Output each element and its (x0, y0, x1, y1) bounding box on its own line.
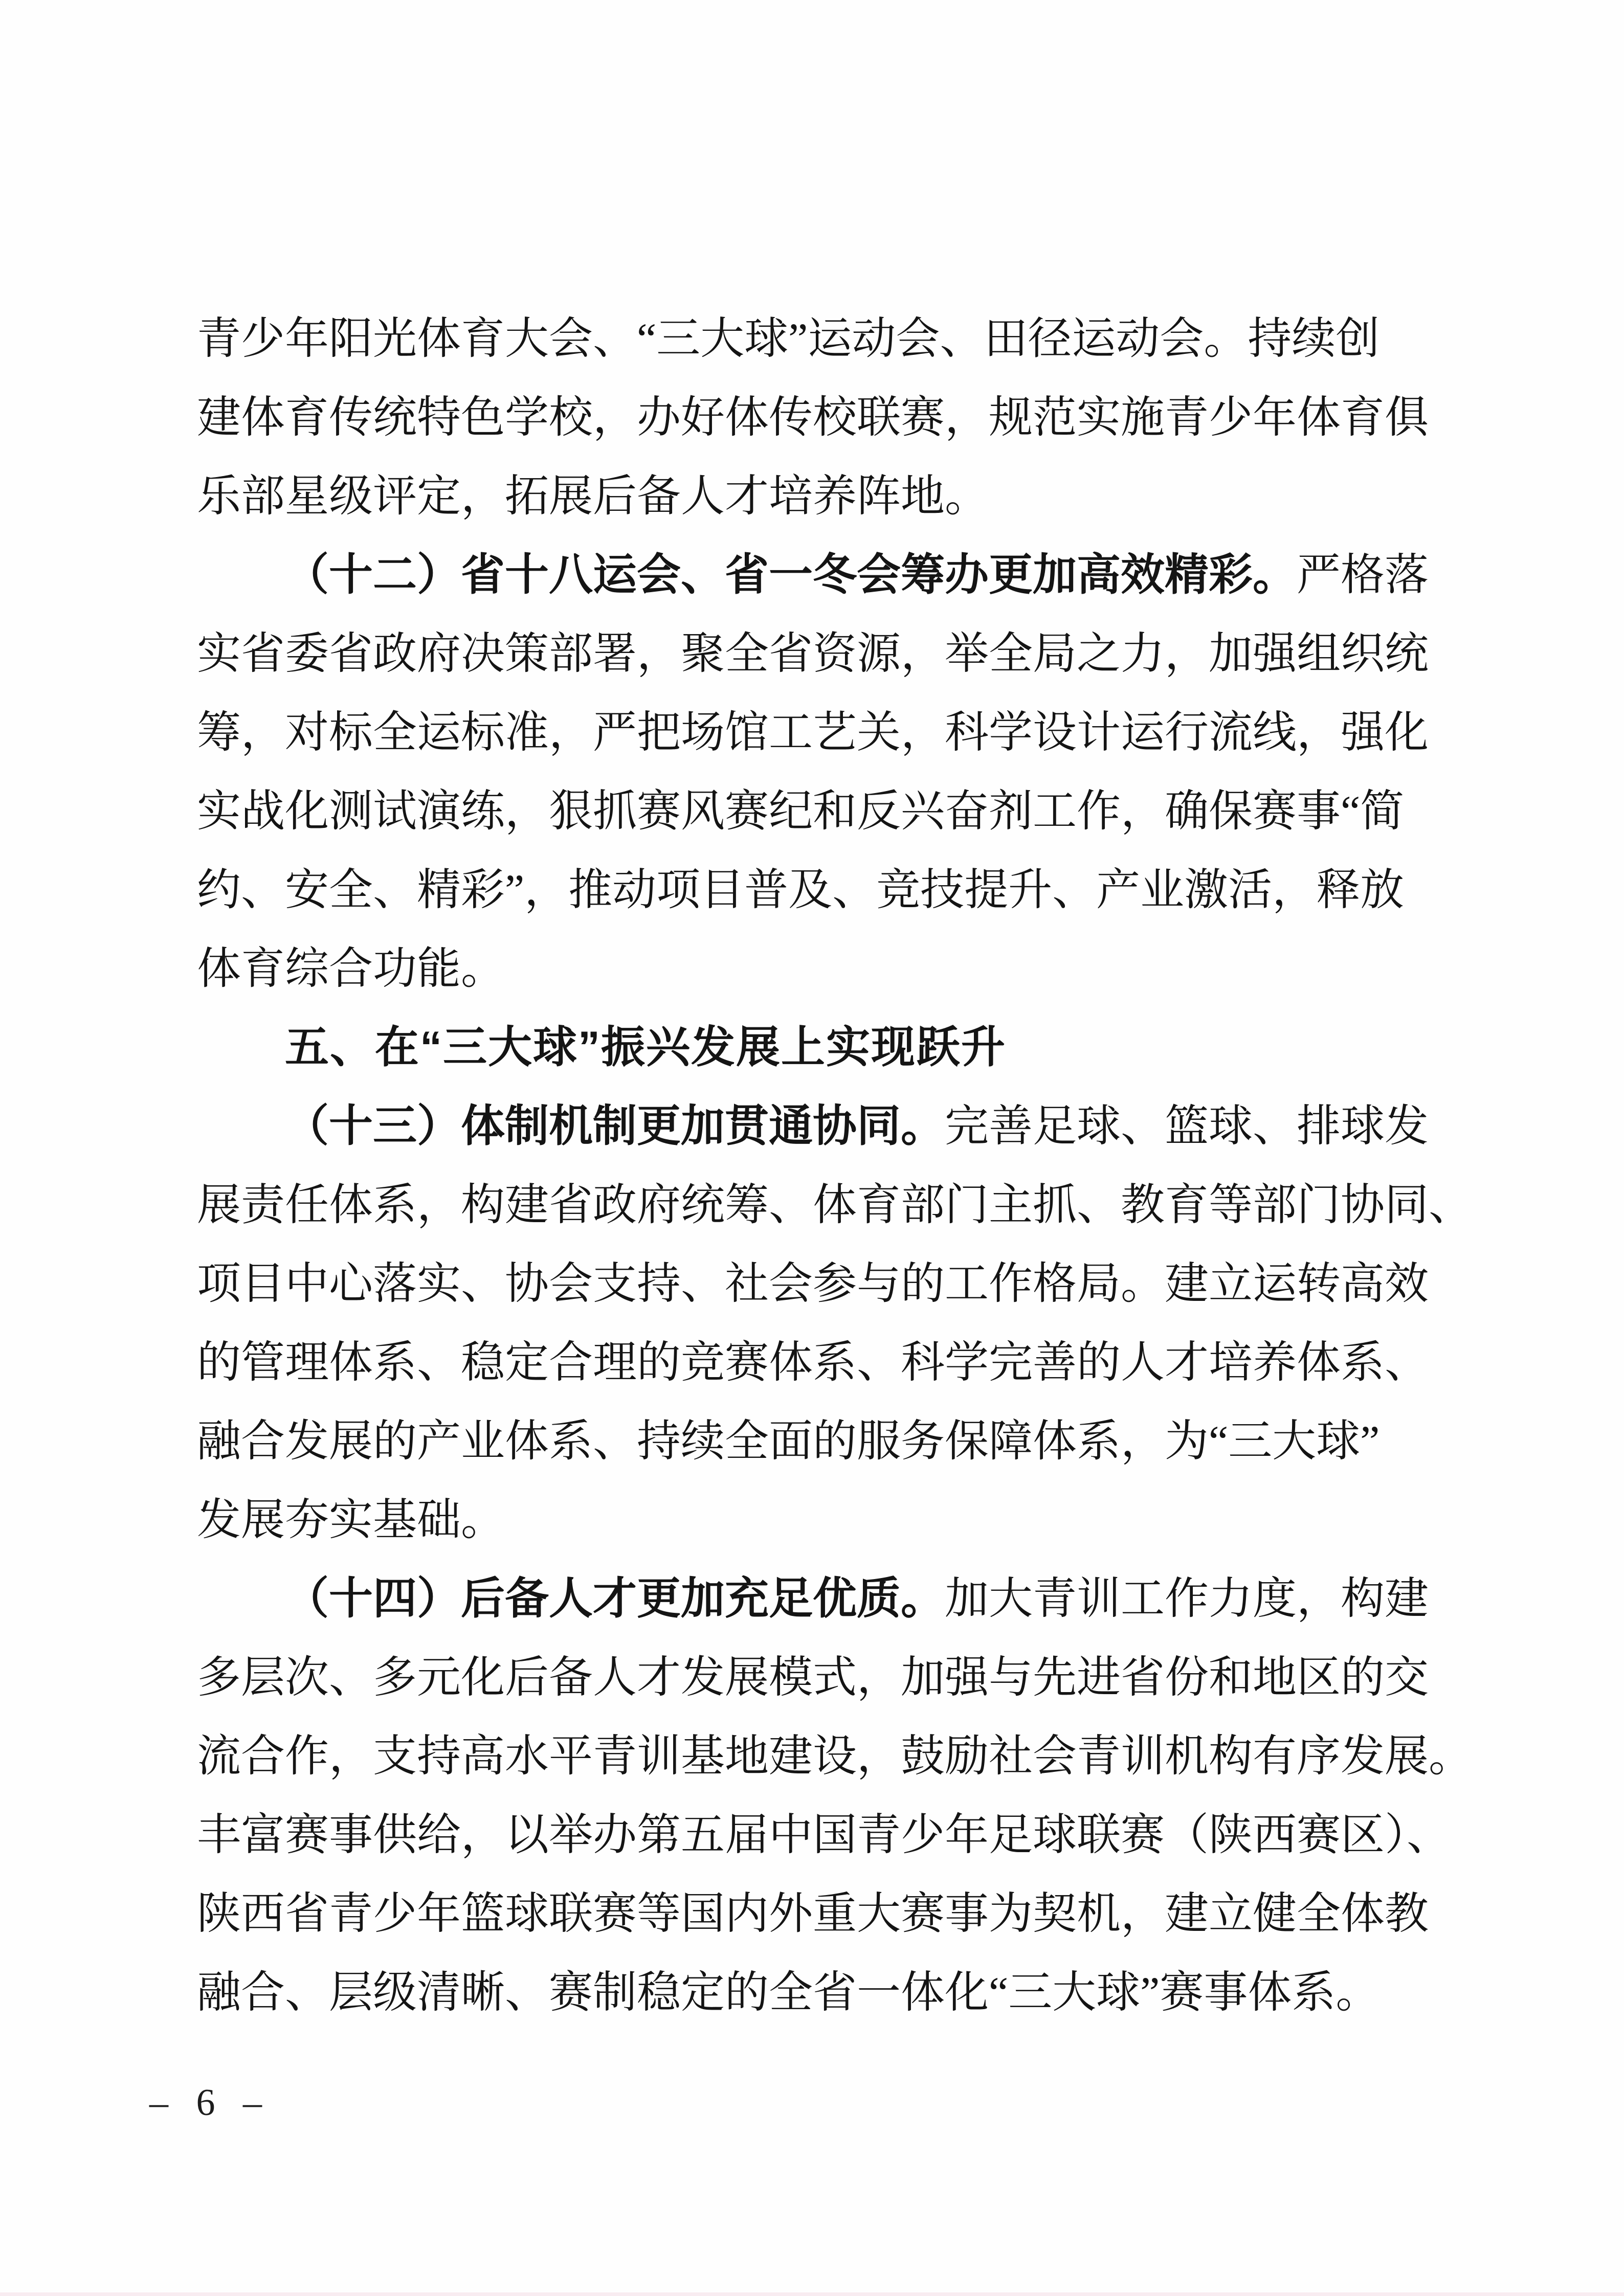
body-text-segment: 丰富赛事供给，以举办第五届中国青少年足球联赛（陕西赛区）、 (197, 1810, 1451, 1859)
text-line (197, 1638, 1440, 1717)
text-line (197, 299, 1440, 378)
body-text-segment: 青少年阳光体育大会、“三大球”运动会、田径运动会。持续创 (197, 314, 1380, 363)
body-text-segment: 融合发展的产业体系、持续全面的服务保障体系，为“三大球” (197, 1416, 1380, 1466)
page-number: – 6 – (149, 2082, 271, 2124)
body-text-segment: 多层次、多元化后备人才发展模式，加强与先进省份和地区的交 (197, 1653, 1429, 1702)
text-line (197, 1087, 1440, 1165)
body-text-segment: 项目中心落实、协会支持、社会参与的工作格局。建立运转高效 (197, 1259, 1429, 1308)
text-line (197, 1323, 1440, 1402)
body-text-segment: 实战化测试演练，狠抓赛风赛纪和反兴奋剂工作，确保赛事“简 (197, 786, 1405, 836)
bold-lead-segment: （十二）省十八运会、省一冬会筹办更加高效精彩。 (285, 550, 1297, 599)
body-text-segment: 发展夯实基础。 (197, 1495, 505, 1544)
text-line (197, 1795, 1451, 1874)
document-body (197, 299, 1473, 2032)
text-line (197, 1874, 1440, 1953)
bold-lead-segment: （十四）后备人才更加充足优质。 (285, 1574, 945, 1623)
text-line (197, 614, 1440, 693)
body-text-segment: 融合、层级清晰、赛制稳定的全省一体化“三大球”赛事体系。 (197, 1968, 1380, 2017)
text-line (197, 850, 1440, 929)
body-text-segment: 陕西省青少年篮球联赛等国内外重大赛事为契机，建立健全体教 (197, 1889, 1429, 1938)
text-line (197, 693, 1440, 772)
body-text-segment: 实省委省政府决策部署，聚全省资源，举全局之力，加强组织统 (197, 629, 1429, 678)
text-line (197, 929, 1440, 1008)
bold-lead-segment: 五、在“三大球”振兴发展上实现跃升 (285, 1023, 1006, 1072)
text-line (197, 1165, 1473, 1244)
body-text-segment: 体育综合功能。 (197, 944, 505, 993)
text-line (197, 378, 1440, 457)
text-line (197, 772, 1440, 850)
body-text-segment: 的管理体系、稳定合理的竞赛体系、科学完善的人才培养体系、 (197, 1338, 1429, 1387)
text-line (197, 1244, 1440, 1323)
body-text-segment: 展责任体系，构建省政府统筹、体育部门主抓、教育等部门协同、 (197, 1180, 1473, 1229)
text-line (197, 1559, 1440, 1638)
body-text-segment: 约、安全、精彩”，推动项目普及、竞技提升、产业激活，释放 (197, 865, 1405, 914)
text-line (197, 1717, 1473, 1795)
text-line (197, 1953, 1440, 2032)
text-line (197, 457, 1440, 535)
body-text-segment: 严格落 (1297, 550, 1429, 599)
body-text-segment: 流合作，支持高水平青训基地建设，鼓励社会青训机构有序发展。 (197, 1731, 1473, 1781)
text-line (197, 535, 1440, 614)
body-text-segment: 建体育传统特色学校，办好体传校联赛，规范实施青少年体育俱 (197, 393, 1429, 442)
body-text-segment: 乐部星级评定，拓展后备人才培养阵地。 (197, 471, 989, 521)
body-text-segment: 完善足球、篮球、排球发 (945, 1101, 1429, 1151)
body-text-segment: 加大青训工作力度，构建 (945, 1574, 1429, 1623)
body-text-segment: 筹，对标全运标准，严把场馆工艺关，科学设计运行流线，强化 (197, 708, 1429, 757)
scan-edge-artifact (0, 2292, 1624, 2296)
bold-lead-segment: （十三）体制机制更加贯通协同。 (285, 1101, 945, 1151)
text-line (197, 1480, 1440, 1559)
section-heading (197, 1008, 1440, 1087)
text-line (197, 1402, 1440, 1480)
